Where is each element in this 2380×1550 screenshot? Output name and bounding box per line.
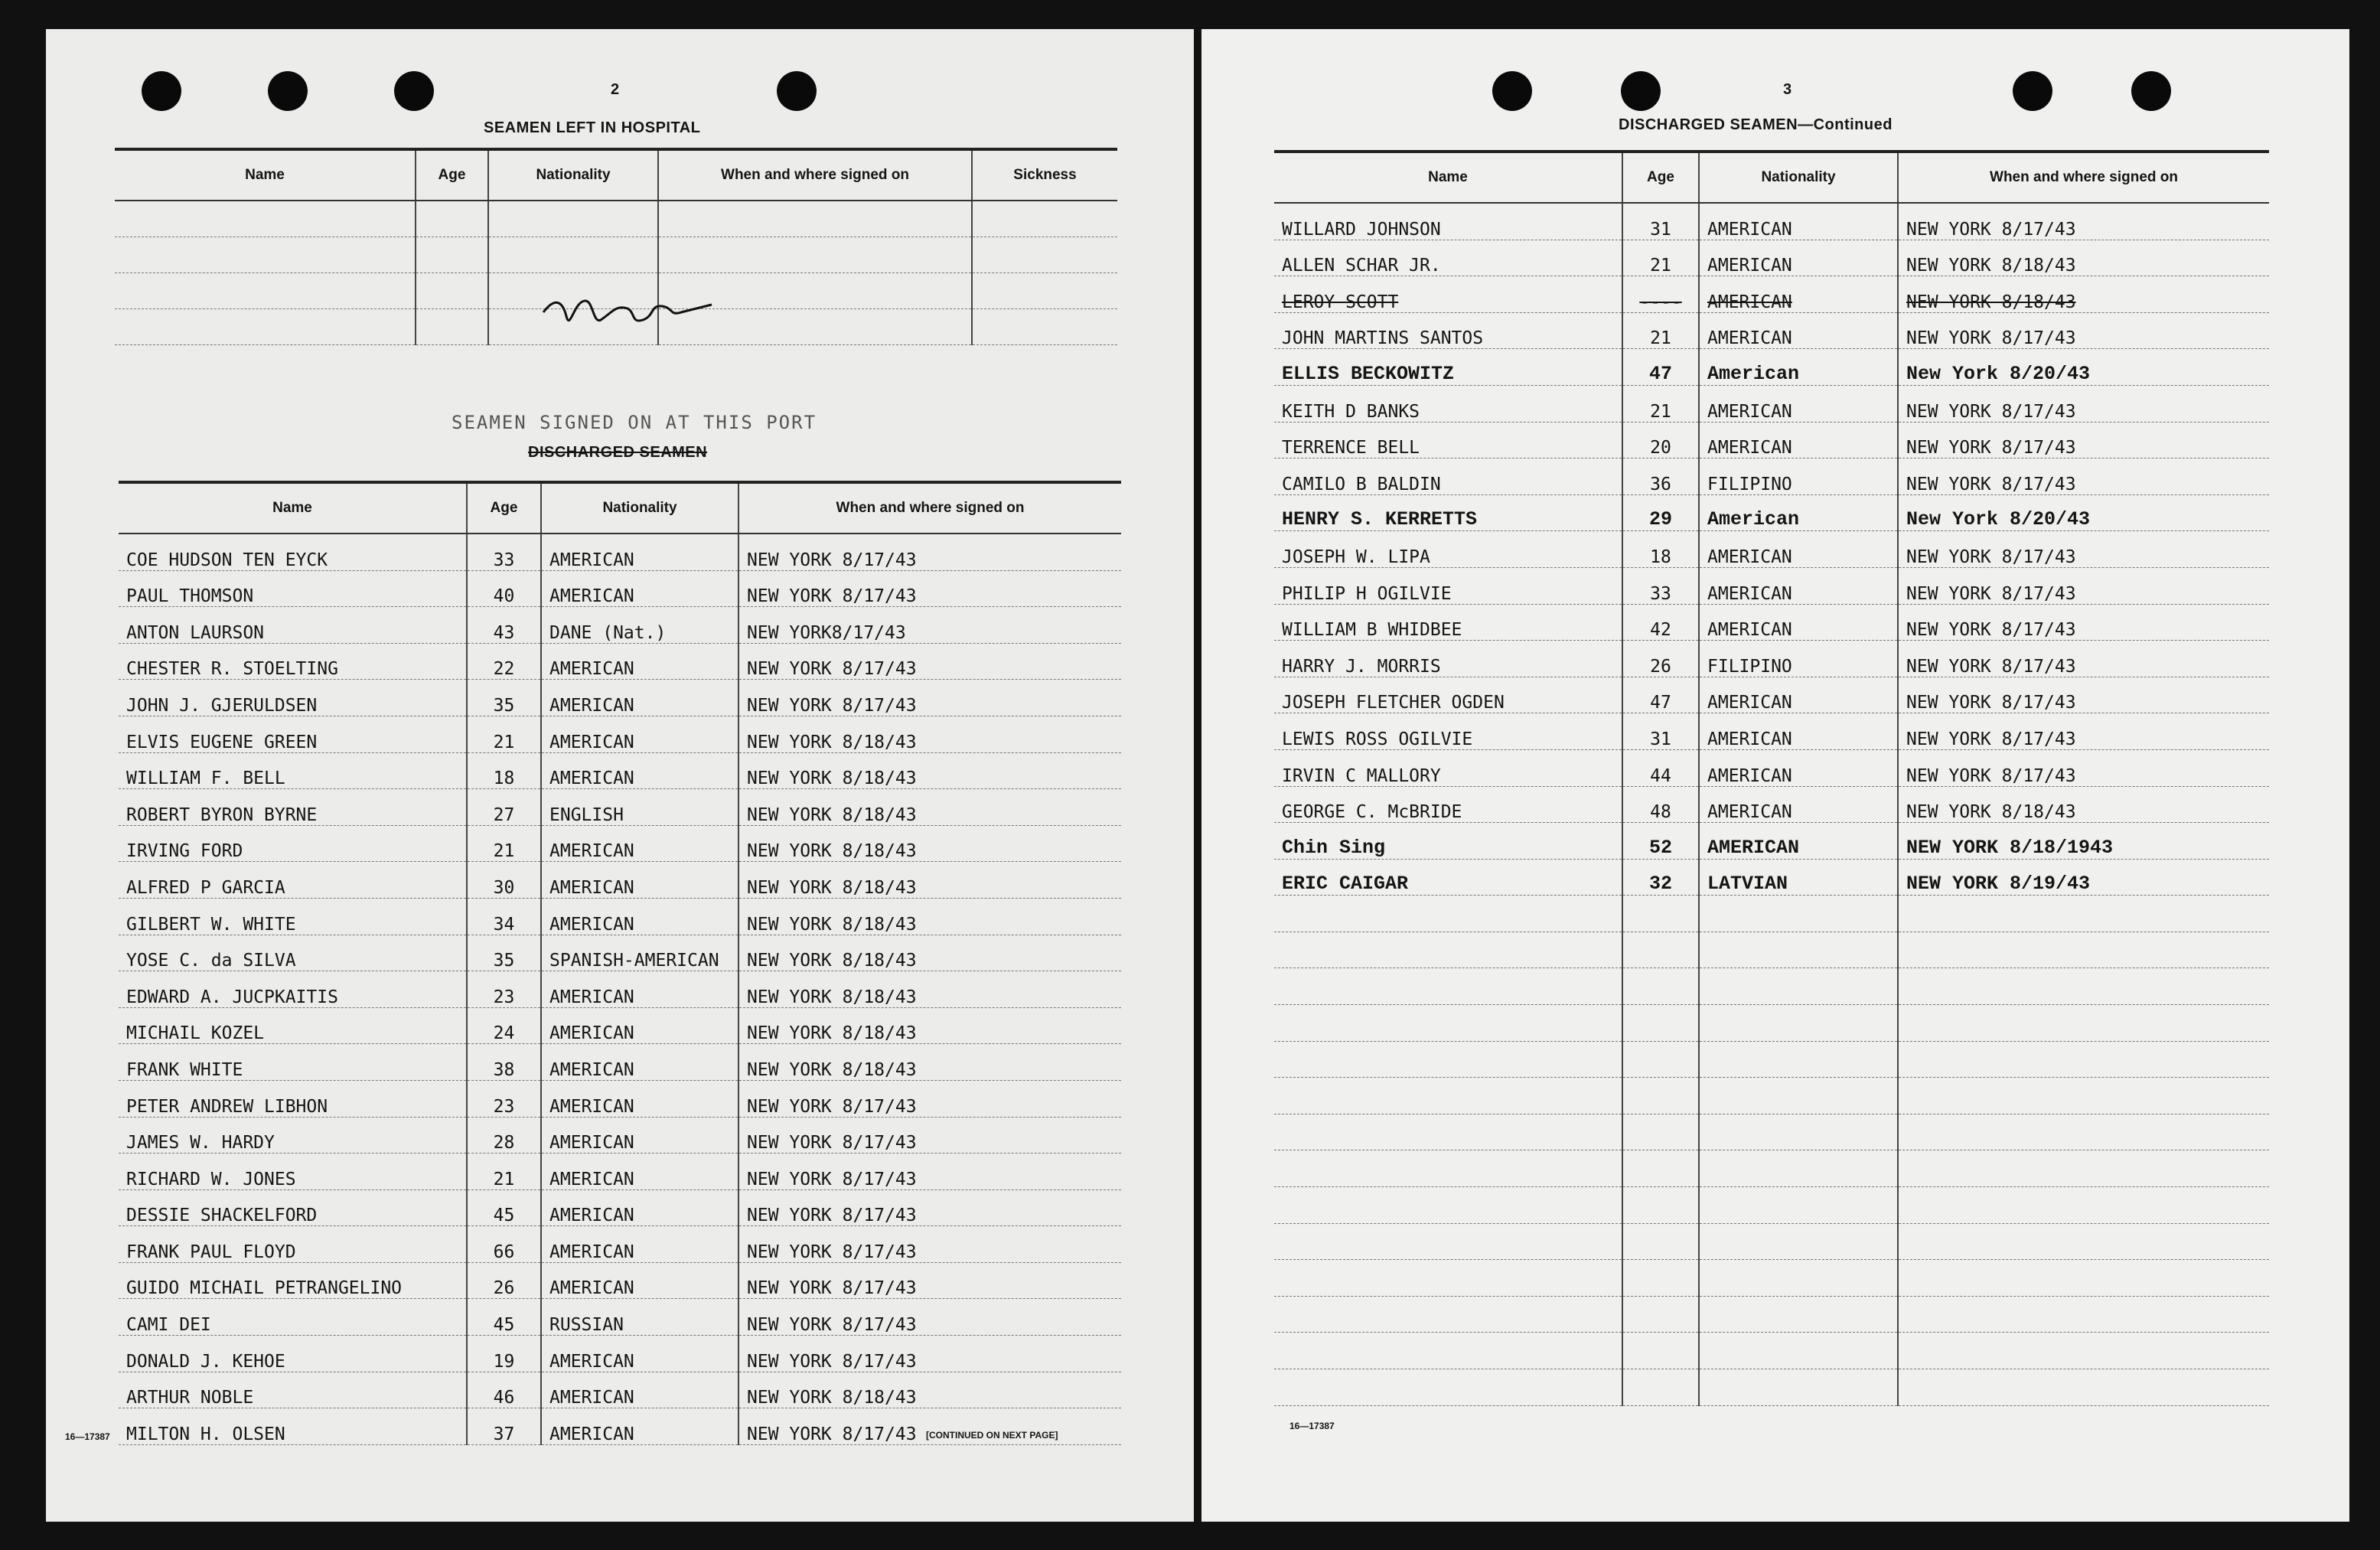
- table-row: [1274, 458, 2269, 495]
- table-row: [119, 1262, 1121, 1299]
- seaman-name: PAUL THOMSON: [119, 570, 467, 607]
- table-row: [119, 1336, 1121, 1372]
- seaman-name: CHESTER R. STOELTING: [119, 643, 467, 680]
- seaman-name: WILLIAM B WHIDBEE: [1274, 604, 1622, 641]
- seaman-name: JOSEPH FLETCHER OGDEN: [1274, 677, 1622, 713]
- seaman-name: MILTON H. OLSEN: [119, 1408, 467, 1445]
- column-header: Nationality: [488, 149, 658, 201]
- empty-row: [1274, 896, 2269, 932]
- seaman-nationality: FILIPINO: [1699, 641, 1898, 677]
- seaman-nationality: AMERICAN: [541, 1080, 738, 1117]
- table-row: [119, 607, 1121, 644]
- signed-on: NEW YORK 8/18/43: [1898, 786, 2269, 823]
- table-row: [1274, 203, 2269, 240]
- signed-on: NEW YORK 8/17/43: [1898, 312, 2269, 349]
- empty-row: [1274, 1333, 2269, 1369]
- signed-on: NEW YORK 8/18/43: [738, 1007, 1121, 1044]
- seaman-age: 32: [1622, 859, 1699, 896]
- signed-on: New York 8/20/43: [1898, 494, 2269, 531]
- seaman-age: 26: [467, 1262, 541, 1299]
- empty-row: [1274, 1296, 2269, 1333]
- seaman-name: ALLEN SCHAR JR.: [1274, 240, 1622, 276]
- seaman-age: 24: [467, 1007, 541, 1044]
- signed-on: NEW YORK 8/17/43: [738, 570, 1121, 607]
- signed-on: NEW YORK 8/17/43: [738, 1262, 1121, 1299]
- seaman-nationality: RUSSIAN: [541, 1299, 738, 1336]
- empty-row: [1274, 1223, 2269, 1260]
- seaman-name: ERIC CAIGAR: [1274, 859, 1622, 896]
- empty-row: [1274, 1005, 2269, 1042]
- seaman-name: JOHN MARTINS SANTOS: [1274, 312, 1622, 349]
- seaman-name: EDWARD A. JUCPKAITIS: [119, 971, 467, 1008]
- signed-on: NEW YORK 8/17/43: [1898, 203, 2269, 240]
- empty-row: [1274, 1078, 2269, 1114]
- signed-on: NEW YORK 8/17/43: [738, 1189, 1121, 1226]
- table-row: [1274, 604, 2269, 641]
- seaman-age: 52: [1622, 823, 1699, 860]
- binder-hole: [2013, 71, 2052, 111]
- column-header: When and where signed on: [658, 149, 972, 201]
- table-row: [1274, 276, 2269, 313]
- table-row: [119, 825, 1121, 862]
- seaman-name: GUIDO MICHAIL PETRANGELINO: [119, 1262, 467, 1299]
- table-row: [1274, 385, 2269, 422]
- seaman-age: ----: [1622, 276, 1699, 313]
- column-header: Age: [416, 149, 488, 201]
- seaman-nationality: AMERICAN: [1699, 786, 1898, 823]
- table-row: [119, 1189, 1121, 1226]
- seaman-age: 48: [1622, 786, 1699, 823]
- seaman-age: 45: [467, 1299, 541, 1336]
- seaman-name: LEROY SCOTT: [1274, 276, 1622, 313]
- table-row: [1274, 531, 2269, 568]
- seaman-age: 18: [467, 752, 541, 789]
- table-row: [119, 935, 1121, 971]
- seaman-age: 35: [467, 935, 541, 971]
- signed-on: NEW YORK 8/17/43: [738, 1226, 1121, 1263]
- seaman-nationality: AMERICAN: [541, 1007, 738, 1044]
- signed-on: NEW YORK 8/18/43: [738, 716, 1121, 752]
- table-row: [1274, 859, 2269, 896]
- seaman-age: 47: [1622, 677, 1699, 713]
- seaman-age: 26: [1622, 641, 1699, 677]
- seaman-age: 47: [1622, 349, 1699, 386]
- left-page: [46, 29, 1194, 1522]
- seaman-nationality: AMERICAN: [1699, 240, 1898, 276]
- seaman-nationality: ENGLISH: [541, 789, 738, 826]
- seaman-age: 21: [467, 825, 541, 862]
- seaman-nationality: American: [1699, 349, 1898, 386]
- seaman-name: ALFRED P GARCIA: [119, 862, 467, 899]
- seaman-age: 21: [1622, 240, 1699, 276]
- signed-on: NEW YORK 8/17/43: [738, 680, 1121, 716]
- signed-on: NEW YORK 8/18/43: [738, 752, 1121, 789]
- signed-on: NEW YORK 8/17/43: [1898, 567, 2269, 604]
- signed-on: NEW YORK 8/18/43: [738, 1372, 1121, 1408]
- page-number: 2: [611, 81, 620, 98]
- empty-row: [1274, 1041, 2269, 1078]
- seaman-nationality: AMERICAN: [541, 716, 738, 752]
- seaman-name: IRVIN C MALLORY: [1274, 749, 1622, 786]
- signed-on: NEW YORK 8/17/43: [738, 1154, 1121, 1190]
- right-page: [1201, 29, 2349, 1522]
- seaman-age: 38: [467, 1044, 541, 1081]
- seaman-name: FRANK WHITE: [119, 1044, 467, 1081]
- table-row: [115, 201, 1117, 237]
- signed-on: NEW YORK 8/17/43: [738, 1408, 1121, 1445]
- table-row: [119, 570, 1121, 607]
- seaman-name: JAMES W. HARDY: [119, 1117, 467, 1154]
- seaman-nationality: AMERICAN: [1699, 203, 1898, 240]
- seaman-age: 36: [1622, 458, 1699, 495]
- seaman-name: DONALD J. KEHOE: [119, 1336, 467, 1372]
- seaman-age: 66: [467, 1226, 541, 1263]
- table-row: [115, 237, 1117, 273]
- seaman-nationality: AMERICAN: [541, 1336, 738, 1372]
- signed-on: NEW YORK 8/18/43: [738, 825, 1121, 862]
- seaman-name: WILLARD JOHNSON: [1274, 203, 1622, 240]
- signed-on: NEW YORK 8/17/43: [1898, 677, 2269, 713]
- seaman-nationality: AMERICAN: [541, 971, 738, 1008]
- seaman-nationality: DANE (Nat.): [541, 607, 738, 644]
- seaman-age: 33: [1622, 567, 1699, 604]
- hospital-section-title: SEAMEN LEFT IN HOSPITAL: [484, 119, 701, 136]
- seaman-nationality: AMERICAN: [541, 534, 738, 570]
- column-header: Age: [467, 482, 541, 534]
- table-row: [119, 1372, 1121, 1408]
- seaman-nationality: American: [1699, 494, 1898, 531]
- seaman-nationality: AMERICAN: [541, 680, 738, 716]
- seaman-name: ELLIS BECKOWITZ: [1274, 349, 1622, 386]
- seaman-nationality: AMERICAN: [541, 570, 738, 607]
- seaman-nationality: AMERICAN: [1699, 422, 1898, 458]
- overtyped-heading: SEAMEN SIGNED ON AT THIS PORT: [452, 412, 817, 433]
- discharged-seamen-table: [119, 481, 1121, 1445]
- seaman-name: YOSE C. da SILVA: [119, 935, 467, 971]
- seaman-name: WILLIAM F. BELL: [119, 752, 467, 789]
- signed-on: NEW YORK 8/18/1943: [1898, 823, 2269, 860]
- column-header: Nationality: [1699, 152, 1898, 203]
- seaman-age: 27: [467, 789, 541, 826]
- table-row: [119, 1044, 1121, 1081]
- seaman-age: 22: [467, 643, 541, 680]
- signed-on: NEW YORK 8/17/43: [738, 534, 1121, 570]
- seaman-name: DESSIE SHACKELFORD: [119, 1189, 467, 1226]
- signed-on: NEW YORK 8/19/43: [1898, 859, 2269, 896]
- seaman-age: 46: [467, 1372, 541, 1408]
- seaman-nationality: AMERICAN: [1699, 713, 1898, 750]
- seaman-nationality: AMERICAN: [541, 898, 738, 935]
- signed-on: NEW YORK 8/17/43: [1898, 641, 2269, 677]
- signed-on: NEW YORK 8/17/43: [738, 1117, 1121, 1154]
- table-row: [1274, 823, 2269, 860]
- table-row: [1274, 494, 2269, 531]
- seaman-nationality: AMERICAN: [541, 1226, 738, 1263]
- empty-row: [1274, 1260, 2269, 1297]
- seaman-name: FRANK PAUL FLOYD: [119, 1226, 467, 1263]
- seaman-name: GILBERT W. WHITE: [119, 898, 467, 935]
- discharged-seamen-continued-table: [1274, 150, 2269, 1406]
- table-row: [1274, 349, 2269, 386]
- binder-hole: [777, 71, 817, 111]
- signed-on: NEW YORK 8/18/43: [738, 971, 1121, 1008]
- seaman-name: CAMI DEI: [119, 1299, 467, 1336]
- seaman-nationality: SPANISH-AMERICAN: [541, 935, 738, 971]
- table-row: [119, 1117, 1121, 1154]
- seaman-nationality: AMERICAN: [541, 862, 738, 899]
- table-row: [1274, 749, 2269, 786]
- seaman-nationality: AMERICAN: [541, 1189, 738, 1226]
- signed-on: NEW YORK 8/17/43: [738, 1080, 1121, 1117]
- seaman-name: IRVING FORD: [119, 825, 467, 862]
- seaman-age: 37: [467, 1408, 541, 1445]
- table-row: [119, 1080, 1121, 1117]
- seaman-age: 29: [1622, 494, 1699, 531]
- seaman-nationality: AMERICAN: [541, 1372, 738, 1408]
- table-row: [119, 862, 1121, 899]
- table-row: [1274, 312, 2269, 349]
- empty-row: [1274, 1187, 2269, 1224]
- seaman-name: TERRENCE BELL: [1274, 422, 1622, 458]
- seaman-nationality: LATVIAN: [1699, 859, 1898, 896]
- column-header: Sickness: [972, 149, 1117, 201]
- seaman-nationality: AMERICAN: [541, 643, 738, 680]
- seaman-age: 21: [1622, 385, 1699, 422]
- seaman-age: 21: [1622, 312, 1699, 349]
- table-row: [1274, 713, 2269, 750]
- signed-on: NEW YORK 8/17/43: [738, 1299, 1121, 1336]
- signed-on: NEW YORK 8/18/43: [738, 1044, 1121, 1081]
- signed-on: NEW YORK 8/17/43: [738, 1336, 1121, 1372]
- signed-on: NEW YORK 8/18/43: [738, 898, 1121, 935]
- binder-hole: [1492, 71, 1532, 111]
- seaman-name: ELVIS EUGENE GREEN: [119, 716, 467, 752]
- signed-on: NEW YORK 8/18/43: [738, 935, 1121, 971]
- seaman-nationality: AMERICAN: [541, 1044, 738, 1081]
- seaman-age: 35: [467, 680, 541, 716]
- seaman-age: 18: [1622, 531, 1699, 568]
- binder-hole: [2131, 71, 2171, 111]
- table-row: [119, 534, 1121, 570]
- binder-hole: [142, 71, 181, 111]
- seaman-nationality: AMERICAN: [1699, 677, 1898, 713]
- seaman-name: CAMILO B BALDIN: [1274, 458, 1622, 495]
- seaman-nationality: AMERICAN: [1699, 749, 1898, 786]
- column-header: Nationality: [541, 482, 738, 534]
- column-header: When and where signed on: [738, 482, 1121, 534]
- empty-row: [1274, 1114, 2269, 1150]
- seaman-age: 34: [467, 898, 541, 935]
- seaman-age: 33: [467, 534, 541, 570]
- seaman-age: 42: [1622, 604, 1699, 641]
- empty-row: [1274, 1150, 2269, 1187]
- seaman-age: 28: [467, 1117, 541, 1154]
- empty-row: [1274, 1369, 2269, 1406]
- seaman-age: 19: [467, 1336, 541, 1372]
- table-row: [1274, 641, 2269, 677]
- table-row: [119, 752, 1121, 789]
- binder-hole: [1621, 71, 1661, 111]
- signed-on: NEW YORK8/17/43: [738, 607, 1121, 644]
- column-header: When and where signed on: [1898, 152, 2269, 203]
- discharged-continued-title: DISCHARGED SEAMEN—Continued: [1619, 116, 1893, 133]
- empty-row: [1274, 968, 2269, 1005]
- seaman-nationality: AMERICAN: [541, 1262, 738, 1299]
- seaman-nationality: AMERICAN: [1699, 531, 1898, 568]
- seaman-name: KEITH D BANKS: [1274, 385, 1622, 422]
- signed-on: NEW YORK 8/17/43: [1898, 385, 2269, 422]
- table-row: [119, 643, 1121, 680]
- form-number: 16—17387: [1289, 1421, 1335, 1431]
- form-number: 16—17387: [65, 1431, 110, 1442]
- table-row: [119, 898, 1121, 935]
- column-header: Age: [1622, 152, 1699, 203]
- seaman-nationality: AMERICAN: [1699, 312, 1898, 349]
- seaman-age: 31: [1622, 713, 1699, 750]
- seaman-name: Chin Sing: [1274, 823, 1622, 860]
- table-row: [119, 680, 1121, 716]
- seaman-name: COE HUDSON TEN EYCK: [119, 534, 467, 570]
- handwritten-none-signature: [540, 282, 716, 343]
- seaman-name: JOHN J. GJERULDSEN: [119, 680, 467, 716]
- discharged-section-title: DISCHARGED SEAMEN: [528, 444, 708, 461]
- signed-on: NEW YORK 8/17/43: [1898, 604, 2269, 641]
- signed-on: NEW YORK 8/18/43: [738, 862, 1121, 899]
- signed-on: NEW YORK 8/17/43: [1898, 531, 2269, 568]
- seaman-name: GEORGE C. McBRIDE: [1274, 786, 1622, 823]
- signed-on: NEW YORK 8/17/43: [1898, 713, 2269, 750]
- seaman-age: 31: [1622, 203, 1699, 240]
- seaman-nationality: AMERICAN: [1699, 385, 1898, 422]
- seaman-nationality: AMERICAN: [1699, 823, 1898, 860]
- seaman-name: RICHARD W. JONES: [119, 1154, 467, 1190]
- table-row: [119, 716, 1121, 752]
- table-row: [1274, 422, 2269, 458]
- column-header: Name: [1274, 152, 1622, 203]
- seaman-age: 40: [467, 570, 541, 607]
- seaman-name: HENRY S. KERRETTS: [1274, 494, 1622, 531]
- seaman-nationality: FILIPINO: [1699, 458, 1898, 495]
- table-row: [119, 789, 1121, 826]
- table-row: [119, 1007, 1121, 1044]
- binder-hole: [268, 71, 308, 111]
- empty-row: [1274, 932, 2269, 968]
- column-header: Name: [115, 149, 416, 201]
- table-row: [119, 971, 1121, 1008]
- table-row: [1274, 786, 2269, 823]
- table-row: [1274, 567, 2269, 604]
- seaman-name: JOSEPH W. LIPA: [1274, 531, 1622, 568]
- seaman-nationality: AMERICAN: [541, 1117, 738, 1154]
- seaman-age: 30: [467, 862, 541, 899]
- seaman-name: PHILIP H OGILVIE: [1274, 567, 1622, 604]
- seaman-age: 45: [467, 1189, 541, 1226]
- seaman-nationality: AMERICAN: [541, 752, 738, 789]
- seaman-nationality: AMERICAN: [1699, 604, 1898, 641]
- continued-note: [CONTINUED ON NEXT PAGE]: [926, 1430, 1058, 1441]
- seaman-nationality: AMERICAN: [1699, 567, 1898, 604]
- seaman-age: 23: [467, 971, 541, 1008]
- seaman-age: 21: [467, 716, 541, 752]
- seaman-nationality: AMERICAN: [1699, 276, 1898, 313]
- seaman-name: MICHAIL KOZEL: [119, 1007, 467, 1044]
- seaman-name: HARRY J. MORRIS: [1274, 641, 1622, 677]
- signed-on: NEW YORK 8/18/43: [1898, 240, 2269, 276]
- seaman-nationality: AMERICAN: [541, 1154, 738, 1190]
- table-row: [119, 1226, 1121, 1263]
- seaman-name: LEWIS ROSS OGILVIE: [1274, 713, 1622, 750]
- table-row: [119, 1299, 1121, 1336]
- signed-on: New York 8/20/43: [1898, 349, 2269, 386]
- signed-on: NEW YORK 8/18/43: [738, 789, 1121, 826]
- seaman-nationality: AMERICAN: [541, 825, 738, 862]
- signed-on: NEW YORK 8/17/43: [1898, 458, 2269, 495]
- table-row: [119, 1154, 1121, 1190]
- column-header: Name: [119, 482, 467, 534]
- seaman-name: ROBERT BYRON BYRNE: [119, 789, 467, 826]
- table-row: [1274, 240, 2269, 276]
- seaman-age: 44: [1622, 749, 1699, 786]
- signed-on: NEW YORK 8/17/43: [738, 643, 1121, 680]
- seaman-age: 43: [467, 607, 541, 644]
- table-row: [1274, 677, 2269, 713]
- seaman-nationality: AMERICAN: [541, 1408, 738, 1445]
- binder-hole: [394, 71, 434, 111]
- seaman-age: 23: [467, 1080, 541, 1117]
- seaman-name: ANTON LAURSON: [119, 607, 467, 644]
- seaman-age: 20: [1622, 422, 1699, 458]
- signed-on: NEW YORK 8/17/43: [1898, 749, 2269, 786]
- page-number: 3: [1783, 81, 1792, 98]
- signed-on: NEW YORK 8/17/43: [1898, 422, 2269, 458]
- seaman-name: ARTHUR NOBLE: [119, 1372, 467, 1408]
- seaman-name: PETER ANDREW LIBHON: [119, 1080, 467, 1117]
- seaman-age: 21: [467, 1154, 541, 1190]
- signed-on: NEW YORK 8/18/43: [1898, 276, 2269, 313]
